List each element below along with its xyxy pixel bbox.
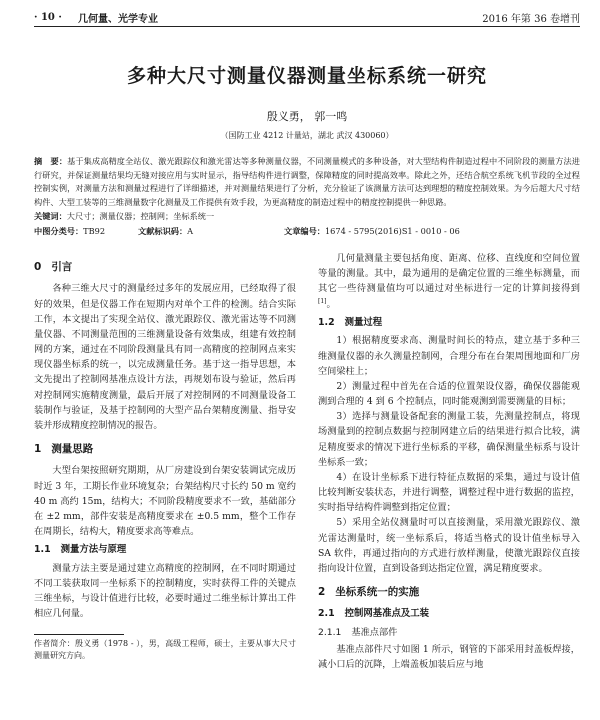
citation-ref: [1] — [318, 297, 327, 305]
abstract — [34, 155, 580, 209]
method-paragraph: 测量方法主要是通过建立高精度的控制网，在不同时期通过不同工装获取同一坐标系下的控制精度，实时获得工件的关键点三维坐标，与设计值进行比较，必要时通过二维坐标计算出工件相应几何量。 — [34, 562, 296, 620]
abstract-label: 摘 要： — [34, 156, 68, 166]
process-step-2: 2）测量过程中首先在合适的位置架设仪器，确保仪器能观测到合理的 4 到 6 个控制点，同时能观测到需要测量的目标； — [318, 380, 580, 408]
left-column — [34, 251, 296, 672]
document-code: 文献标识码：A — [138, 226, 194, 237]
right-column — [318, 251, 580, 672]
section-heading-measurement-idea: 1 测量思路 — [34, 443, 94, 456]
subsection-heading-process: 1.2 测量过程 — [318, 316, 383, 328]
section-heading-unification: 2 坐标系统一的实施 — [318, 586, 420, 599]
subsection-heading-control-network: 2.1 控制网基准点及工装 — [318, 608, 429, 620]
running-header — [34, 8, 580, 27]
subsubsection-heading-benchmark: 2.1.1 基准点部件 — [318, 626, 398, 638]
process-step-4: 4）在设计坐标系下进行特征点数据的采集，通过与设计值比较判断安装状态，并进行调整，调整过程中进行数据的监控，实时指导结构件调整到指定位置； — [318, 471, 580, 514]
section-heading-intro: 0 引言 — [34, 261, 73, 274]
measurement-idea-paragraph: 大型台架按照研究期期，从厂房建设到台架安装调试完成历时近 3 年，工期长作业环境复杂；台架结构尺寸长约 50 m 宽约 40 m 高约 15m，结构大；不同阶段精度要求不一致，基础部分在 ±2 mm，部件安装是高精度要求在 ±0.5 mm，整个工作存在周期长，结构大，精度要求高等难点。 — [34, 465, 296, 538]
author-footnote: 作者简介：殷义勇（1978 - ），男，高级工程师，硕士，主要从事大尺寸测量研究方向。 — [34, 638, 296, 661]
intro-paragraph: 各种三维大尺寸的测量经过多年的发展应用，已经取得了很好的效果，但是仪器工作在短期内对单个工件的检测。结合实际工作，本文提出了实现全站仪、激光跟踪仪、激光雷达等不同测量仪器、不同测量范围的三维测量设备有效集成，组建有效控制网的方案，通过在不同阶段测量具有同一高精度的控制网点来实现仪器坐标系的统一，以完成测量任务。基于这一指导思想，本文先提出了控制网基准点设计方法，再规划布设与验证，然后再对控制网实施精度测量，最后开展了对控制网的不同测量设备工装制作与验证，及基于控制网的大型产品台架精度测量、指导安装并形成精度控制情况的报告。 — [34, 283, 296, 431]
abstract-text: 基于集成高精度全站仪、激光跟踪仪和激光雷达等多种测量仪器，不同测量模式的多种设备，对大型结构件制造过程中不同阶段的测量方法进行研究，并保证测量结果均无缝对接应用与实时显示，指导结构件进行调整，保障精度的同时提高效率。除此之外，还结合航空系统飞机节段的全过程控制实例，对测量方法和测量过程进行了详细描述，并对测量结果进行了分析，充分验证了该测量方法可达到理想的精度控制效果。为今后超大尺寸结构件、大型工装等的三维测量数字化测量及工作提供有效手段，为更高精度的制造过程中的精度控制提供一种思路。 — [34, 156, 580, 207]
article-number: 文章编号：1674 - 5795(2016)S1 - 0010 - 06 — [284, 226, 460, 237]
keywords-text: 大尺寸；测量仪器；控制网；坐标系统一 — [66, 211, 215, 222]
keywords — [34, 211, 580, 222]
classification-line — [34, 226, 580, 237]
affiliation: （国防工业 4212 计量站，湖北 武汉 430060） — [220, 131, 394, 140]
continued-paragraph: 几何量测量主要包括角度、距离、位移、直线度和空间位置等量的测量。其中，最为通用的是确定位置的三维坐标测量，而其它一些待测量值均可以通过对坐标进行一定的计算间接得到[1]。 — [318, 253, 580, 310]
journal-section: 几何量、光学专业 — [78, 13, 158, 25]
author-list: 殷义勇， 郭一鸣 — [266, 110, 348, 123]
article-title: 多种大尺寸测量仪器测量坐标系统一研究 — [126, 65, 487, 87]
benchmark-paragraph: 基准点部件尺寸如图 1 所示，钢管的下部采用封盖板焊接，减小口后的沉降，上端盖板加装后应与地 — [318, 644, 580, 671]
keywords-label: 关键词： — [34, 211, 67, 222]
footnote-rule — [34, 634, 124, 635]
page-number: · 10 · — [34, 11, 62, 23]
process-step-1: 1）根据精度要求高、测量时间长的特点，建立基于多种三维测量仪器的永久测量控制网，合理分布在台架周围地面和厂房空间梁柱上； — [318, 335, 580, 377]
subsection-heading-method: 1.1 测量方法与原理 — [34, 544, 127, 556]
volume-info: 2016 年第 36 卷增刊 — [482, 13, 580, 25]
process-step-5: 5）采用全站仪测量时可以直接测量，采用激光跟踪仪、激光雷达测量时，统一坐标系后，将适当格式的设计值坐标导入 SA 软件，再通过指向的方式进行放样测量，使激光跟踪仪直接指向设计位置，直到设备到达指定位置，满足精度要求。 — [318, 517, 580, 574]
body-columns — [34, 251, 580, 672]
clc-code: 中图分类号：TB92 — [34, 226, 106, 237]
process-step-3: 3）选择与测量设备配套的测量工装，先测量控制点，将现场测量到的控制点数据与控制网建立后的结果进行拟合比较，满足精度要求的情况下进行坐标系的平移，确保测量坐标系与设计坐标系一致； — [318, 411, 580, 468]
